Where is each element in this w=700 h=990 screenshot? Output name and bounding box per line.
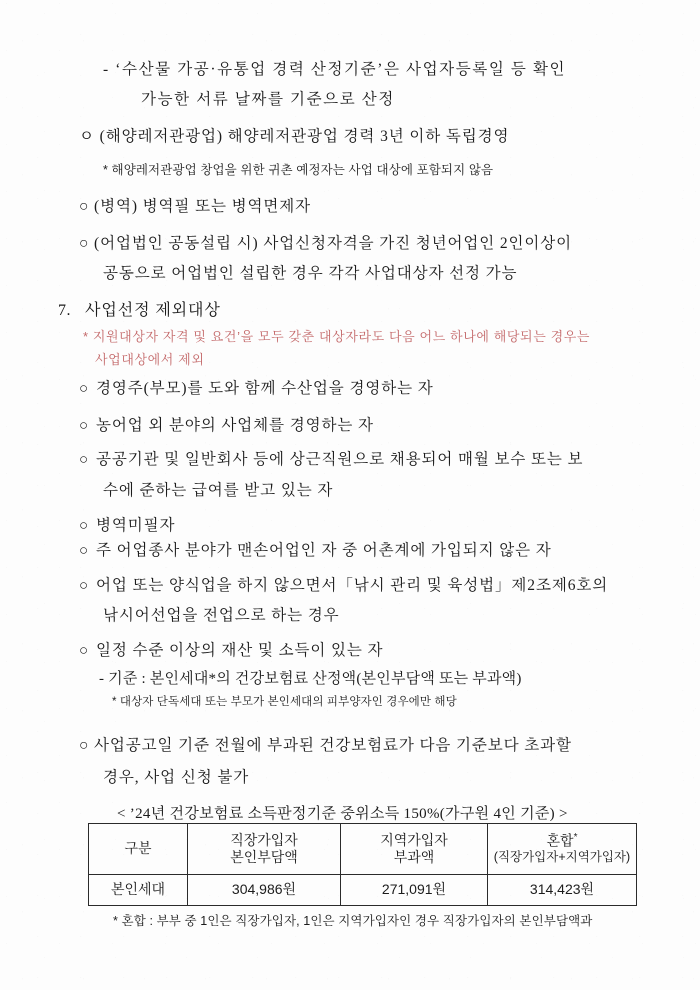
exclusion-item-6-cont: 낚시어선업을 전업으로 하는 경우: [103, 607, 340, 624]
bullet-circle-icon: ○: [79, 452, 89, 468]
bullet-item-military: ○ (병역) 병역필 또는 병역면제자: [79, 198, 311, 215]
bullet-circle-icon: ○: [79, 543, 89, 559]
paragraph-line: 가능한 서류 날짜를 기준으로 산정: [141, 91, 395, 108]
exclusion-red-note-line2: 사업대상에서 제외: [95, 352, 205, 367]
bullet-circle-icon: ○: [79, 643, 89, 659]
exclusion-item-3-cont: 수에 준하는 급여를 받고 있는 자: [103, 482, 334, 499]
bullet-circle-icon: ○: [79, 418, 89, 434]
table-cell-value: 304,986원: [188, 875, 341, 906]
paragraph-line: [103, 62, 566, 78]
bullet-item-corporation-cont: 공동으로 어업법인 설립한 경우 각각 사업대상자 선정 가능: [103, 265, 518, 282]
table-cell-row-label: 본인세대: [89, 875, 188, 906]
table-header-row: [89, 824, 637, 875]
footnote-marine-leisure: * 해양레저관광업 창업을 위한 귀촌 예정자는 사업 대상에 포함되지 않음: [103, 163, 494, 177]
dash-marker-line: - ‘수산물 가공·유통업 경력 산정기준’은 사업자등록일 등 확인: [103, 61, 567, 78]
exclusion-item-1: ○ 경영주(부모)를 도와 함께 수산업을 경영하는 자: [79, 380, 434, 397]
section-heading-7: [58, 297, 221, 320]
table-header-cell-category: 구분: [89, 824, 188, 875]
bullet-circle-icon: ○: [79, 578, 89, 594]
exclusion-item-4: ○ 병역미필자: [79, 517, 176, 534]
exclusion-item-6: ○ 어업 또는 양식업을 하지 않으면서「낚시 관리 및 육성법」제2조제6호의: [79, 577, 609, 594]
exclusion-item-2: ○ 농어업 외 분야의 사업체를 경영하는 자: [79, 417, 374, 434]
page-title: 사업선정 제외대상: [85, 302, 221, 319]
announcement-line2: 경우, 사업 신청 불가: [103, 769, 250, 786]
section-number: 7.: [58, 302, 71, 319]
health-insurance-table: [88, 823, 631, 906]
bullet-item-corporation: ○ (어업법인 공동설립 시) 사업신청자격을 가진 청년어업인 2인이상이: [79, 235, 573, 252]
bullet-circle-icon: ○: [79, 518, 89, 534]
criterion-line: - 기준 : 본인세대*의 건강보험료 산정액(본인부담액 또는 부과액): [99, 671, 522, 687]
bullet-circle-icon: ○: [79, 381, 89, 397]
table-header-cell-mixed: 혼합* (직장가입자+지역가입자): [488, 824, 637, 875]
bullet-item-marine-leisure: ㅇ (해양레저관광업) 해양레저관광업 경력 3년 이하 독립경영: [79, 128, 510, 145]
table-footnote: * 혼합 : 부부 중 1인은 직장가입자, 1인은 지역가입자인 경우 직장가입자의 본인부담액과: [113, 914, 593, 928]
criterion-footnote: * 대상자 단독세대 또는 부모가 본인세대의 피부양자인 경우에만 해당: [112, 696, 457, 708]
announcement-line1: ○ 사업공고일 기준 전월에 부과된 건강보험료가 다음 기준보다 초과할: [79, 737, 572, 754]
table-header-cell-workplace: 직장가입자 본인부담액: [188, 824, 341, 875]
table-row: [89, 875, 637, 906]
exclusion-item-5: ○ 주 어업종사 분야가 맨손어업인 자 중 어촌계에 가입되지 않은 자: [79, 542, 552, 559]
table-cell-value: 271,091원: [341, 875, 488, 906]
exclusion-item-7: ○ 일정 수준 이상의 재산 및 소득이 있는 자: [79, 642, 384, 659]
table-header-cell-regional: 지역가입자 부과액: [341, 824, 488, 875]
exclusion-item-3: ○ 공공기관 및 일반회사 등에 상근직원으로 채용되어 매월 보수 또는 보: [79, 451, 584, 468]
asterisk-superscript: *: [573, 832, 578, 844]
exclusion-red-note-line1: * 지원대상자 자격 및 요건’을 모두 갖춘 대상자라도 다음 어느 하나에 해당되는 경우는: [83, 329, 591, 344]
table-cell-value: 314,423원: [488, 875, 637, 906]
table-caption: < ’24년 건강보험료 소득판정기준 중위소득 150%(가구원 4인 기준) >: [117, 806, 568, 822]
